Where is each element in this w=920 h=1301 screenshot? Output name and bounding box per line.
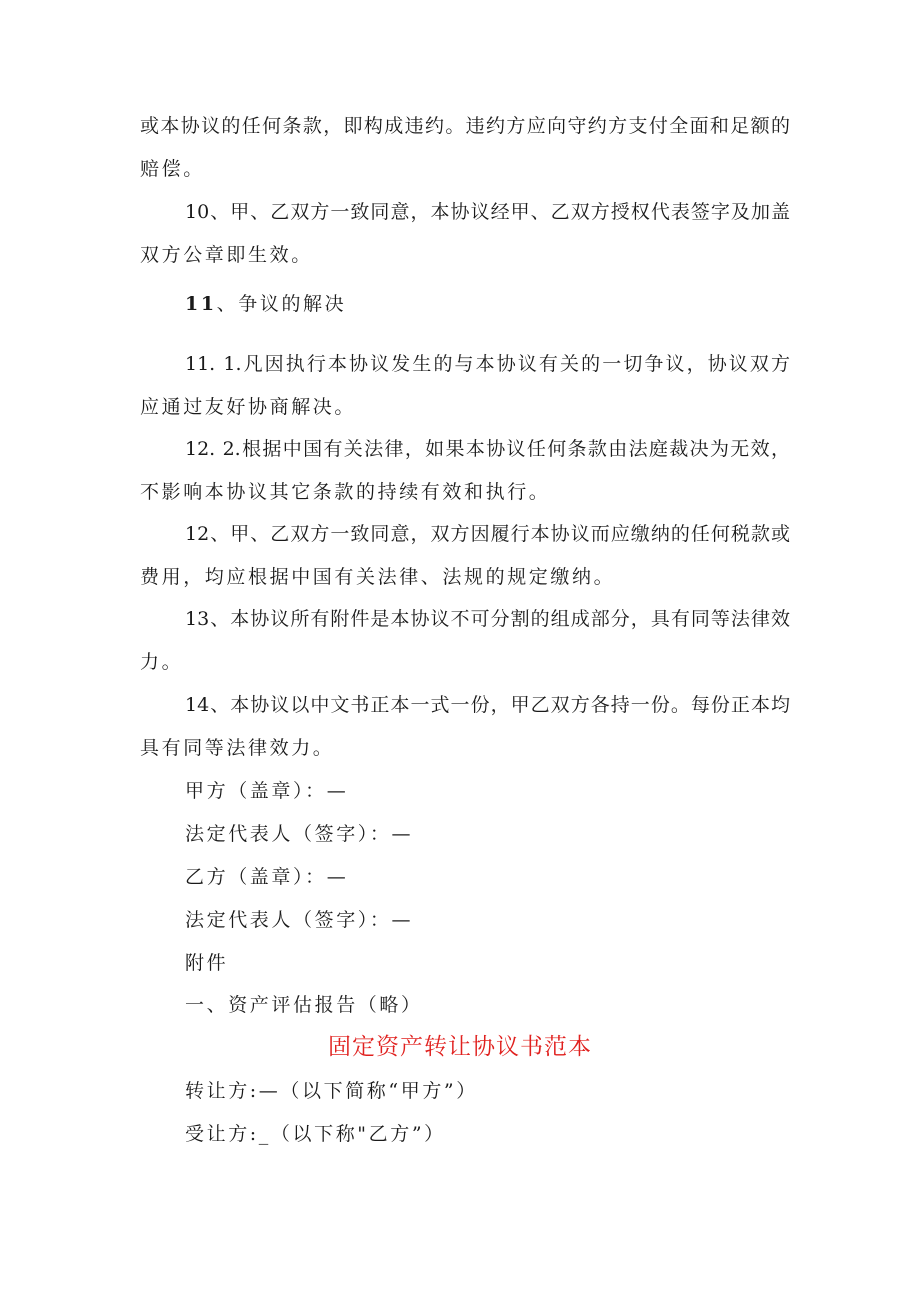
clause14-line1: 14、本协议以中文书正本一式一份，甲乙双方各持一份。每份正本均	[185, 694, 790, 716]
document-title: 固定资产转让协议书范本	[328, 1034, 592, 1060]
clause12-2-line1: 12. 2.根据中国有关法律，如果本协议任何条款由法庭裁决为无效，	[185, 438, 790, 460]
party-a-seal-line: 甲方（盖章）：—	[185, 780, 349, 802]
clause14-line2: 具有同等法律效力。	[140, 737, 335, 759]
attachment-item-1: 一、资产评估报告（略）	[185, 994, 423, 1016]
clause12-line1: 12、甲、乙双方一致同意，双方因履行本协议而应缴纳的任何税款或	[185, 523, 790, 545]
clause9-tail-line2: 赔偿。	[140, 158, 205, 180]
clause11-1-line1: 11. 1.凡因执行本协议发生的与本协议有关的一切争议，协议双方	[185, 353, 790, 375]
clause11-heading-text: 、争议的解决	[216, 293, 347, 315]
transferee-line: 受让方:_（以下称"乙方”）	[185, 1123, 446, 1145]
party-a-representative-line: 法定代表人（签字）：—	[185, 823, 414, 845]
clause10-line1: 10、甲、乙双方一致同意，本协议经甲、乙双方授权代表签字及加盖	[185, 201, 790, 223]
attachments-label: 附件	[185, 952, 229, 974]
party-b-seal-line: 乙方（盖章）：—	[185, 866, 349, 888]
clause12-line2: 费用，均应根据中国有关法律、法规的规定缴纳。	[140, 566, 616, 588]
transferor-line: 转让方:—（以下简称“甲方”）	[185, 1080, 478, 1102]
party-b-representative-line: 法定代表人（签字）：—	[185, 909, 414, 931]
clause11-heading-number: 11	[185, 293, 217, 315]
clause13-line2: 力。	[140, 651, 184, 673]
clause9-tail-line1: 或本协议的任何条款，即构成违约。违约方应向守约方支付全面和足额的	[140, 115, 790, 137]
clause13-line1: 13、本协议所有附件是本协议不可分割的组成部分，具有同等法律效	[185, 608, 790, 630]
clause11-1-line2: 应通过友好协商解决。	[140, 396, 357, 418]
clause11-heading	[185, 292, 346, 316]
clause12-2-line2: 不影响本协议其它条款的持续有效和执行。	[140, 481, 551, 503]
clause10-line2: 双方公章即生效。	[140, 244, 313, 266]
